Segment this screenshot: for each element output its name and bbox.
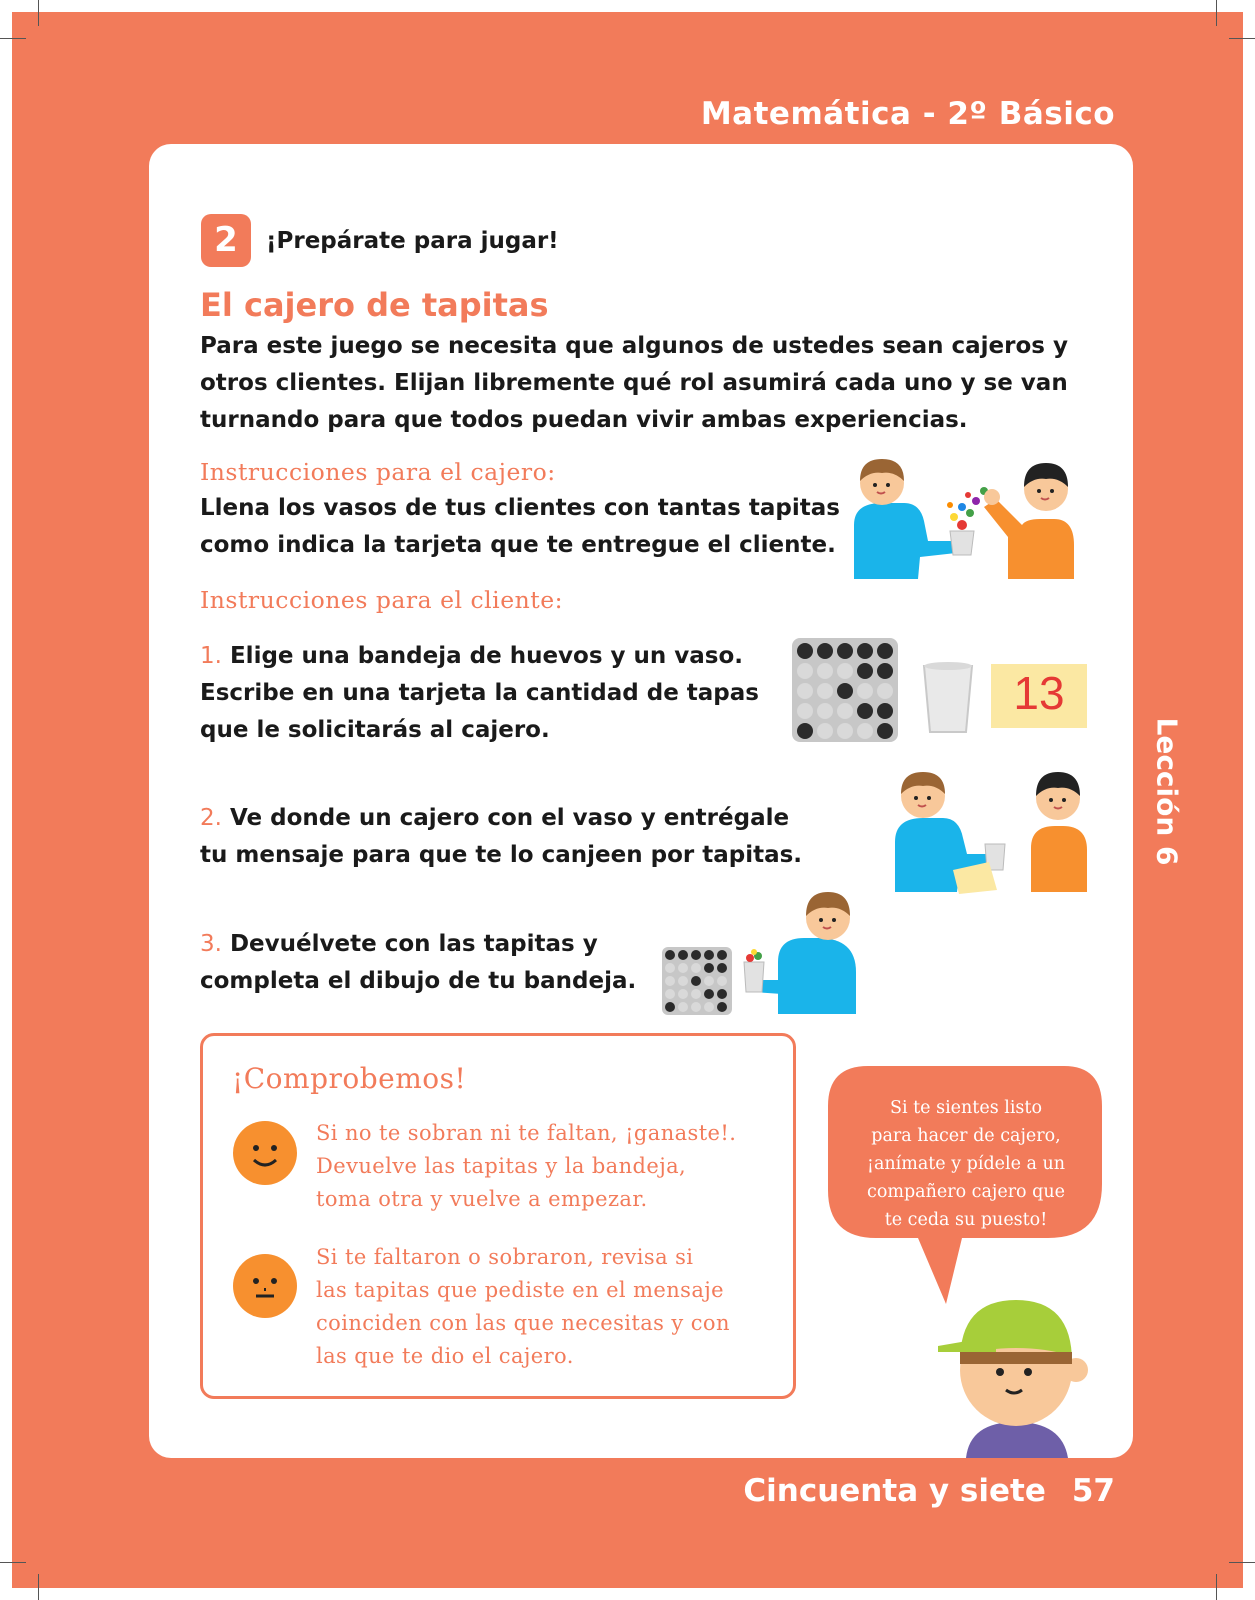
crop-mark xyxy=(0,38,26,39)
client-returning-illustration xyxy=(738,888,860,1016)
tray-cell xyxy=(704,963,714,973)
tray-cell xyxy=(704,989,714,999)
success-message xyxy=(316,1117,786,1216)
egg-tray-icon xyxy=(792,638,902,744)
tray-cell xyxy=(817,663,833,679)
tray-cell xyxy=(665,989,675,999)
cashier-instructions xyxy=(200,490,840,564)
cashier-heading: Instrucciones para el cajero: xyxy=(200,458,556,486)
bubble-line: te ceda su puesto! xyxy=(884,1210,1048,1230)
crop-mark xyxy=(1229,38,1255,39)
tray-cell xyxy=(678,963,688,973)
client-step-3 xyxy=(200,926,636,1000)
cashier-line: Llena los vasos de tus clientes con tantas tapitas xyxy=(200,495,840,521)
tray-cell xyxy=(857,703,873,719)
bubble-line: para hacer de cajero, xyxy=(871,1126,1061,1146)
tray-cell xyxy=(837,703,853,719)
crop-mark xyxy=(1229,1562,1255,1563)
tray-cell xyxy=(817,703,833,719)
tray-cell xyxy=(797,703,813,719)
card-number: 13 xyxy=(1013,667,1065,719)
neutral-face-icon xyxy=(232,1253,298,1319)
success-line: Devuelve las tapitas y la bandeja, xyxy=(316,1154,687,1178)
crop-mark xyxy=(1216,1574,1217,1600)
lesson-tab xyxy=(1144,717,1190,880)
tray-cell xyxy=(691,989,701,999)
page-footer xyxy=(743,1473,1115,1509)
tray-cell xyxy=(857,643,873,659)
boy-with-cap-illustration xyxy=(936,1296,1086,1458)
step-number-badge: 2 xyxy=(201,214,251,267)
tray-cell xyxy=(857,683,873,699)
game-title: El cajero de tapitas xyxy=(200,286,549,324)
tray-cell xyxy=(691,1002,701,1012)
page-number-words: Cincuenta y siete xyxy=(743,1473,1046,1509)
tray-cell xyxy=(704,1002,714,1012)
success-line: Si no te sobran ni te faltan, ¡ganaste!. xyxy=(316,1121,737,1145)
crop-mark xyxy=(38,0,39,26)
bubble-line: compañero cajero que xyxy=(867,1182,1065,1202)
tray-cell xyxy=(877,723,893,739)
step-line: completa el dibujo de tu bandeja. xyxy=(200,968,637,994)
tray-cell xyxy=(665,950,675,960)
step-line: Ve donde un cajero con el vaso y entrégale xyxy=(229,805,790,831)
tray-cell xyxy=(797,663,813,679)
retry-line: coinciden con las que necesitas y con xyxy=(316,1311,730,1335)
step-line: tu mensaje para que te lo canjeen por tapitas. xyxy=(200,842,803,868)
tray-cell xyxy=(877,643,893,659)
lesson-label: Lección 6 xyxy=(1150,717,1184,866)
tray-cell xyxy=(717,989,727,999)
tray-cell xyxy=(837,723,853,739)
tray-cell xyxy=(857,723,873,739)
tray-cell xyxy=(717,950,727,960)
tray-cell xyxy=(817,643,833,659)
client-step-1 xyxy=(200,638,759,749)
tray-cell xyxy=(691,963,701,973)
retry-line: las tapitas que pediste en el mensaje xyxy=(316,1278,724,1302)
tray-cell xyxy=(678,950,688,960)
tray-cell xyxy=(678,976,688,986)
cup-icon xyxy=(922,660,974,736)
speech-bubble-text xyxy=(840,1094,1092,1234)
page-number: 57 xyxy=(1071,1473,1115,1509)
step-number: 2. xyxy=(200,805,222,831)
tray-cell xyxy=(691,950,701,960)
crop-mark xyxy=(0,1562,26,1563)
happy-face-icon xyxy=(232,1120,298,1186)
tray-cell xyxy=(837,663,853,679)
tray-cell xyxy=(837,643,853,659)
tray-cell xyxy=(797,723,813,739)
subject-header: Matemática - 2º Básico xyxy=(700,96,1115,132)
check-title: ¡Comprobemos! xyxy=(232,1062,467,1095)
tray-cell xyxy=(797,643,813,659)
bubble-line: ¡anímate y pídele a un xyxy=(866,1154,1066,1174)
tray-cell xyxy=(717,963,727,973)
tray-cell xyxy=(665,963,675,973)
tray-cell xyxy=(857,663,873,679)
retry-line: Si te faltaron o sobraron, revisa si xyxy=(316,1245,694,1269)
intro-paragraph: Para este juego se necesita que algunos de ustedes sean cajeros y otros clientes. Elijan libremente qué rol asumirá cada uno y se van turnando para que todos puedan vivir ambas experiencias. xyxy=(200,333,1068,433)
client-heading: Instrucciones para el cliente: xyxy=(200,586,564,614)
tray-cell xyxy=(704,950,714,960)
tray-cell xyxy=(665,976,675,986)
tray-cell xyxy=(877,683,893,699)
tray-cell xyxy=(678,1002,688,1012)
tray-cell xyxy=(717,976,727,986)
client-handing-card-illustration xyxy=(893,768,1093,894)
retry-line: las que te dio el cajero. xyxy=(316,1344,574,1368)
tray-cell xyxy=(665,1002,675,1012)
retry-message xyxy=(316,1241,786,1373)
tray-cell xyxy=(717,1002,727,1012)
crop-mark xyxy=(38,1574,39,1600)
step-number: 3. xyxy=(200,931,222,957)
success-line: toma otra y vuelve a empezar. xyxy=(316,1187,648,1211)
number-card xyxy=(991,664,1087,728)
crop-mark xyxy=(1216,0,1217,26)
tray-cell xyxy=(817,723,833,739)
tray-cell xyxy=(797,683,813,699)
step-label: ¡Prepárate para jugar! xyxy=(266,228,559,254)
bubble-line: Si te sientes listo xyxy=(890,1098,1042,1118)
tray-cell xyxy=(877,663,893,679)
step-line: Elige una bandeja de huevos y un vaso. xyxy=(229,643,744,669)
step-line: que le solicitarás al cajero. xyxy=(200,717,550,743)
tray-cell xyxy=(678,989,688,999)
client-step-2 xyxy=(200,800,802,874)
small-egg-tray-icon xyxy=(662,947,734,1015)
tray-cell xyxy=(704,976,714,986)
cashier-line: como indica la tarjeta que te entregue el cliente. xyxy=(200,532,836,558)
step-line: Devuélvete con las tapitas y xyxy=(229,931,598,957)
tray-cell xyxy=(817,683,833,699)
step-number: 1. xyxy=(200,643,222,669)
tray-cell xyxy=(837,683,853,699)
tray-cell xyxy=(691,976,701,986)
tray-cell xyxy=(877,703,893,719)
cashier-filling-cup-illustration xyxy=(850,455,1090,580)
step-line: Escribe en una tarjeta la cantidad de tapas xyxy=(200,680,759,706)
